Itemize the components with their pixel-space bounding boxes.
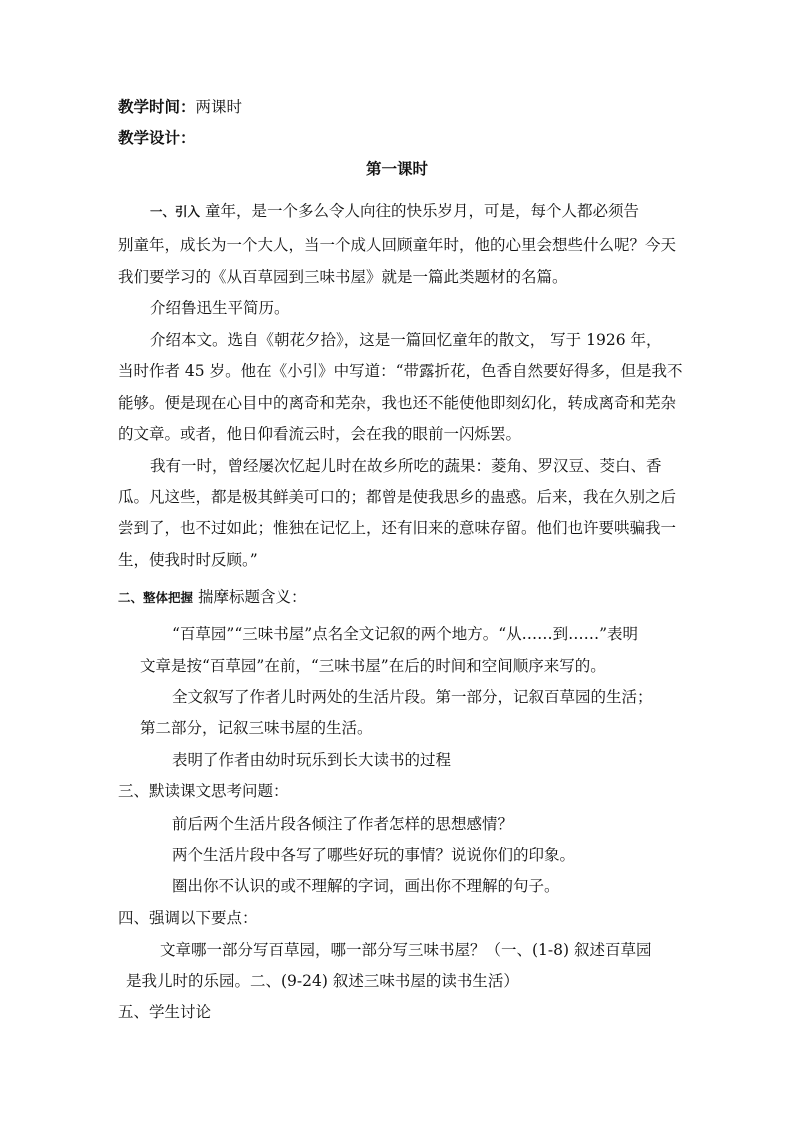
intro-text-line-2: 当时作者 45 岁。他在《小引》中写道：“带露折花，色香自然要好得多，但是我不 (118, 362, 683, 380)
section1-line-2: 别童年，成长为一个大人，当一个成人回顾童年时，他的心里会想些什么呢？今天 (118, 236, 677, 254)
intro-author-line: 介绍鲁迅生平简历。 (150, 299, 290, 317)
section4-line-2: 是我儿时的乐园。二、(9-24) 叙述三味书屋的读书生活） (126, 972, 519, 990)
section3-item-1: 前后两个生活片段各倾注了作者怎样的思想感情？ (172, 815, 514, 833)
intro-text-line-4: 的文章。或者，他日仰看流云时，会在我的眼前一闪烁罢。 (118, 425, 522, 443)
section3-heading: 三、默读课文思考问题： (118, 782, 289, 800)
section1-line-3: 我们要学习的《从百草园到三味书屋》就是一篇此类题材的名篇。 (118, 268, 568, 286)
intro-text-line-1: 介绍本文。选自《朝花夕拾》，这是一篇回忆童年的散文， 写于 1926 年， (150, 331, 662, 349)
section4-line-1: 文章哪一部分写百草园，哪一部分写三味书屋？（一、(1-8) 叙述百草园 (160, 941, 652, 959)
quote-line-4: 生，使我时时反顾。” (118, 551, 258, 569)
section1-first-line (150, 201, 639, 222)
teaching-time-line (118, 97, 242, 117)
section2-line-5: 表明了作者由幼时玩乐到长大读书的过程 (172, 751, 452, 769)
section3-item-3: 圈出你不认识的或不理解的字词，画出你不理解的句子。 (172, 877, 560, 895)
teaching-design-label: 教学设计： (118, 128, 196, 147)
section1-line-1: 童年，是一个多么令人向往的快乐岁月，可是，每个人都必须告 (204, 202, 639, 220)
section2-line-2: 文章是按“百草园”在前，“三味书屋”在后的时间和空间顺序来写的。 (140, 657, 606, 675)
quote-line-3: 尝到了，也不过如此；惟独在记忆上，还有旧来的意味存留。他们也许要哄骗我一 (118, 519, 677, 537)
section5-heading: 五、学生讨论 (118, 1003, 212, 1021)
section4-heading: 四、强调以下要点： (118, 909, 258, 927)
teaching-time-label: 教学时间： (118, 97, 196, 116)
section2-line-4: 第二部分，记叙三味书屋的生活。 (140, 719, 373, 737)
quote-line-1: 我有一时，曾经屡次忆起儿时在故乡所吃的蔬果：菱角、罗汉豆、茭白、香 (150, 457, 662, 475)
intro-text-line-3: 能够。便是现在心目中的离奇和芜杂，我也还不能使他即刻幻化，转成离奇和芜杂 (118, 394, 677, 412)
section2-line-3: 全文叙写了作者儿时两处的生活片段。第一部分，记叙百草园的生活； (172, 688, 653, 706)
section2-label: 二、整体把握 (118, 590, 194, 605)
section2-heading-line (118, 587, 306, 608)
quote-line-2: 瓜。凡这些，都是极其鲜美可口的；都曾是使我思乡的蛊惑。后来，我在久别之后 (118, 488, 677, 506)
section1-label: 一、引入 (150, 204, 201, 219)
teaching-time-value: 两课时 (195, 98, 243, 116)
section2-line-1: “百草园”“三味书屋”点名全文记叙的两个地方。“从……到……”表明 (172, 625, 639, 643)
section2-heading: 揣摩标题含义： (197, 588, 307, 606)
lesson-title: 第一课时 (365, 159, 428, 178)
section3-item-2: 两个生活片段中各写了哪些好玩的事情？说说你们的印象。 (172, 846, 576, 864)
